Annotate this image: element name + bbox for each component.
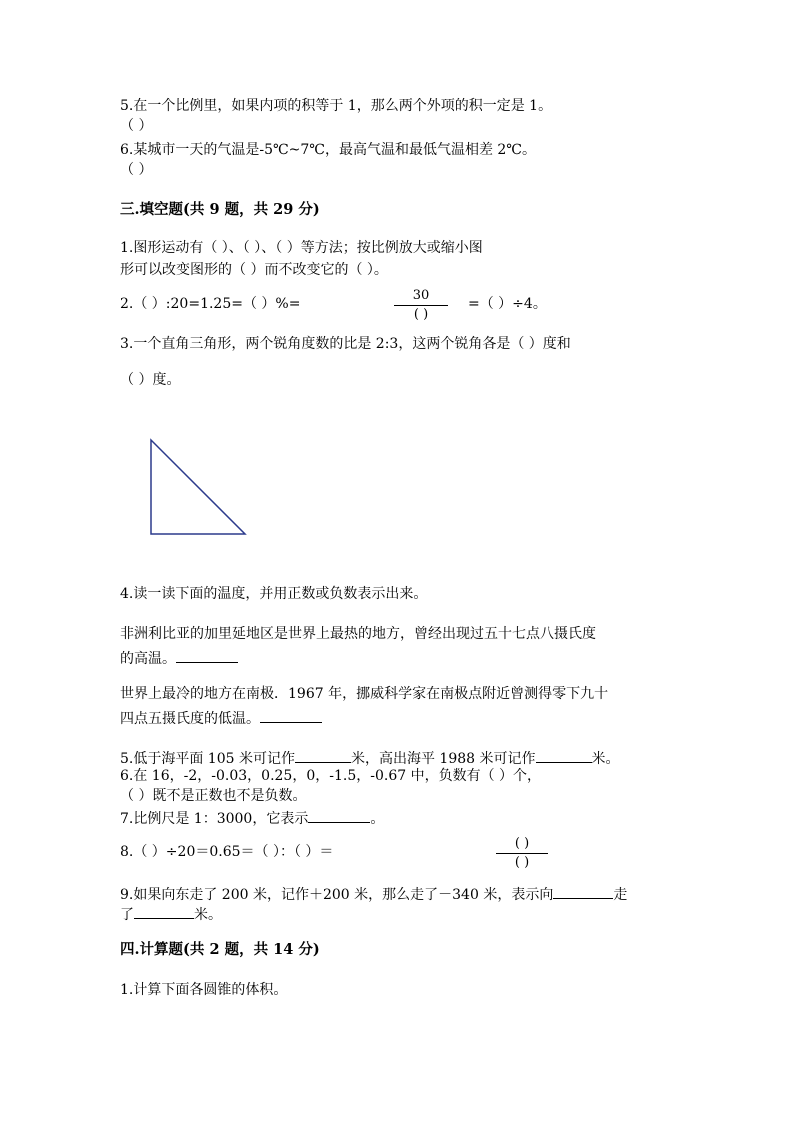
fill-q5-blank2[interactable] [536, 746, 592, 763]
fill-q9-text-b: 走 [613, 887, 628, 903]
judge-q6: 6.某城市一天的气温是-5℃~7℃，最高气温和最低气温相差 2℃。 [120, 142, 536, 158]
fill-q2-left: 2.（ ）:20=1.25=（ ）%= [120, 296, 301, 312]
fill-q4-p2-line1: 世界上最冷的地方在南极．1967 年，挪威科学家在南极点附近曾测得零下九十 [120, 686, 609, 702]
fill-q8-fraction [496, 836, 548, 871]
fill-q4-p1-text: 的高温。 [120, 651, 176, 667]
fraction-bar [394, 305, 448, 306]
fill-q4-p2-blank[interactable] [260, 706, 322, 723]
fill-q9-blank2[interactable] [134, 902, 194, 919]
fraction-numerator[interactable]: ( ) [514, 836, 530, 851]
fill-q4-title: 4.读一读下面的温度，并用正数或负数表示出来。 [120, 586, 428, 602]
fill-q7-text-b: 。 [370, 811, 385, 827]
fill-q5-text-a: 5.低于海平面 105 米可记作 [120, 751, 295, 767]
judge-q6-answer[interactable]: （ ） [120, 162, 153, 178]
judge-q5-answer[interactable]: （ ） [120, 118, 153, 134]
fill-q6-line2: （ ）既不是正数也不是负数。 [120, 788, 307, 804]
fill-q2-right: =（ ）÷4。 [468, 296, 547, 312]
fill-q9-line2 [120, 902, 222, 925]
judge-q5: 5.在一个比例里，如果内项的积等于 1，那么两个外项的积一定是 1。 [120, 98, 553, 114]
fill-q7 [120, 806, 384, 829]
fill-q4-p1-line1: 非洲利比亚的加里延地区是世界上最热的地方，曾经出现过五十七点八摄氏度 [120, 626, 596, 642]
fill-q2-fraction [394, 288, 448, 323]
fraction-denominator[interactable]: ( ) [514, 855, 530, 870]
section3-title: 三.填空题(共 9 题，共 29 分) [120, 201, 320, 218]
fraction-numerator: 30 [412, 288, 430, 303]
fill-q9-text-a: 9.如果向东走了 200 米，记作＋200 米，那么走了－340 米，表示向 [120, 887, 554, 903]
fill-q4-p2-line2 [120, 706, 322, 729]
fill-q7-blank[interactable] [308, 806, 370, 823]
fill-q1-line1: 1.图形运动有（ ）、（ ）、（ ）等方法；按比例放大或缩小图 [120, 240, 483, 256]
fill-q6-line1: 6.在 16，-2，-0.03，0.25，0，-1.5，-0.67 中，负数有（ ）个， [120, 768, 542, 784]
fill-q3-line2: （ ）度。 [120, 372, 181, 388]
fill-q8-left: 8.（ ）÷20＝0.65＝（ ）：（ ）＝ [120, 844, 334, 860]
fill-q5-text-c: 米。 [591, 751, 620, 767]
fraction-denominator[interactable]: ( ) [413, 307, 429, 322]
fill-q3-line1: 3.一个直角三角形，两个锐角度数的比是 2:3，这两个锐角各是（ ）度和 [120, 336, 571, 352]
fill-q9-blank1[interactable] [553, 882, 613, 899]
fill-q9-text-c: 了 [120, 907, 134, 923]
fill-q4-p2-text: 四点五摄氏度的低温。 [120, 711, 260, 727]
section4-title: 四.计算题(共 2 题，共 14 分) [120, 941, 320, 958]
fill-q1-line2: 形可以改变图形的（ ）而不改变它的（ ）。 [120, 262, 388, 278]
fill-q5-text-b: 米，高出海平 1988 米可记作 [350, 751, 536, 767]
fill-q5-blank1[interactable] [295, 746, 351, 763]
triangle-shape [151, 440, 245, 534]
fill-q7-text-a: 7.比例尺是 1：3000，它表示 [120, 811, 309, 827]
calc-q1: 1.计算下面各圆锥的体积。 [120, 982, 288, 998]
fraction-bar [496, 853, 548, 854]
right-triangle-figure [140, 430, 260, 540]
fill-q4-p1-blank[interactable] [176, 646, 238, 663]
fill-q4-p1-line2 [120, 646, 238, 669]
fill-q9-text-d: 米。 [194, 907, 222, 923]
